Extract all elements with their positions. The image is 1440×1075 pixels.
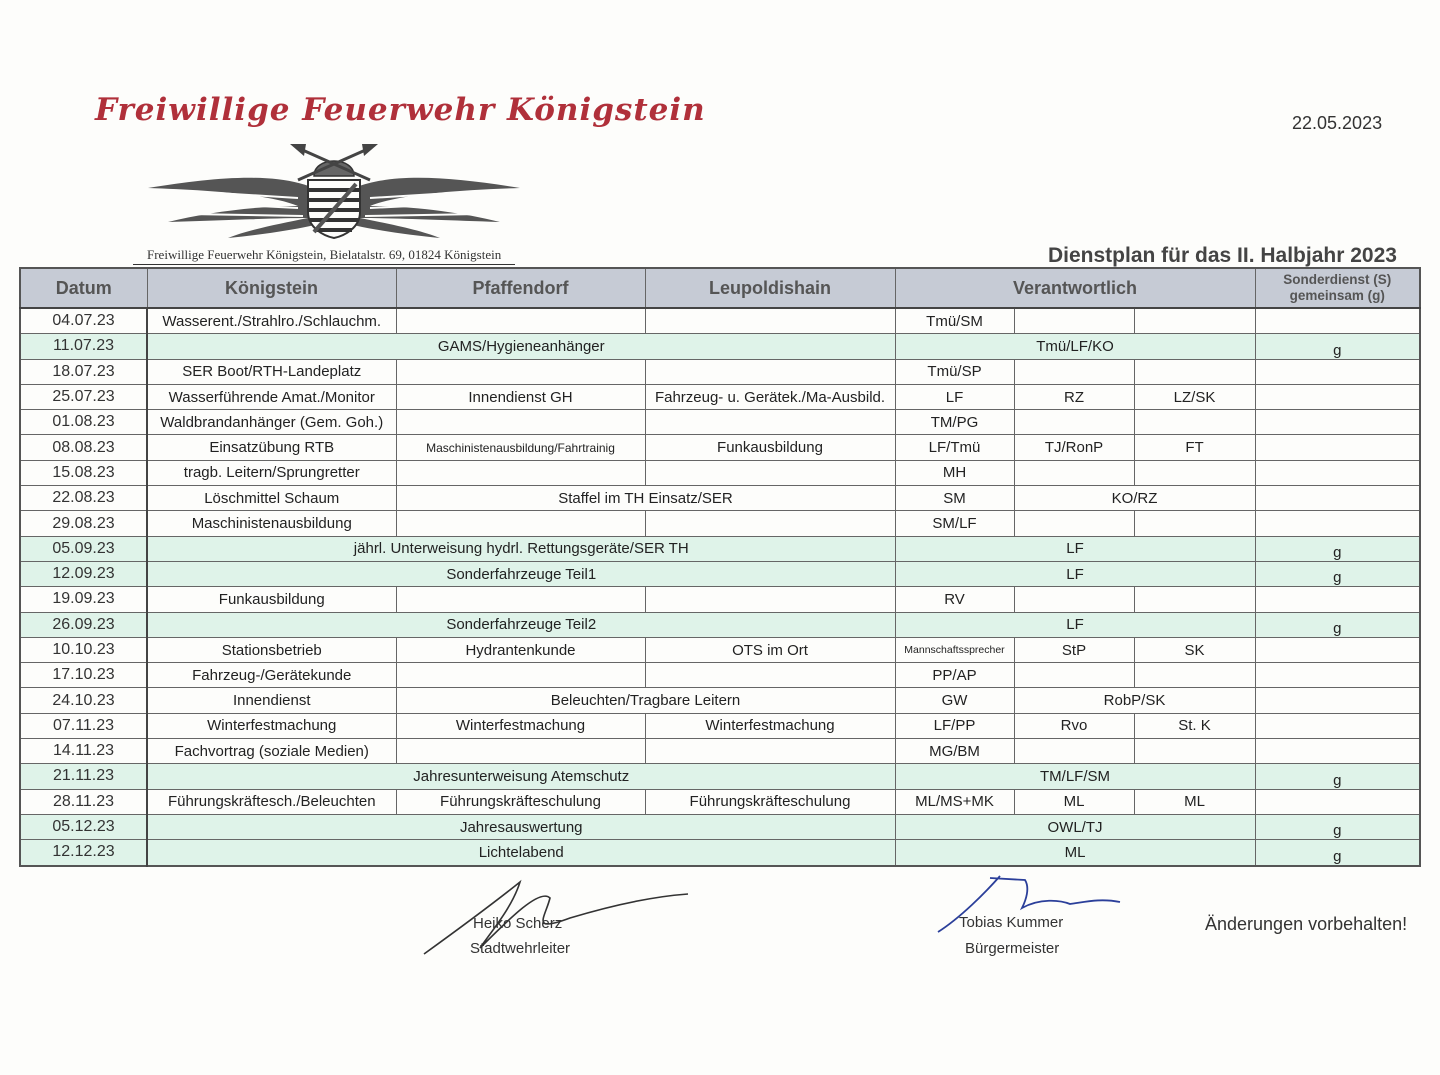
- cell-sonderdienst: [1255, 410, 1420, 435]
- cell-verantwortlich-3: LZ/SK: [1134, 384, 1255, 409]
- cell-joint-verantwortlich: Tmü/LF/KO: [895, 334, 1255, 359]
- table-row: [20, 384, 1420, 409]
- cell-joint-verantwortlich: ML: [895, 840, 1255, 866]
- cell-verantwortlich-2: StP: [1014, 637, 1134, 662]
- table-row: [20, 663, 1420, 688]
- address-line: Freiwillige Feuerwehr Königstein, Bielatalstr. 69, 01824 Königstein: [133, 247, 515, 265]
- table-row: [20, 308, 1420, 334]
- header-koenigstein: Königstein: [147, 268, 396, 308]
- cell-sonderdienst: g: [1255, 334, 1420, 359]
- cell-leupoldishain: [645, 663, 895, 688]
- cell-sonderdienst: g: [1255, 536, 1420, 561]
- cell-pfaffendorf: [396, 587, 645, 612]
- cell-verantwortlich-1: Tmü/SP: [895, 359, 1014, 384]
- cell-koenigstein: SER Boot/RTH-Landeplatz: [147, 359, 396, 384]
- cell-date: 08.08.23: [20, 435, 147, 460]
- cell-leupoldishain: [645, 587, 895, 612]
- cell-koenigstein: Wasserent./Strahlro./Schlauchm.: [147, 308, 396, 334]
- cell-verantwortlich-2: [1014, 460, 1134, 485]
- cell-verantwortlich-1: LF/PP: [895, 713, 1014, 738]
- cell-sonderdienst: g: [1255, 561, 1420, 586]
- table-row: [20, 435, 1420, 460]
- cell-leupoldishain: [645, 410, 895, 435]
- cell-verantwortlich-1: TM/PG: [895, 410, 1014, 435]
- cell-sonderdienst: g: [1255, 814, 1420, 839]
- cell-verantwortlich-3: [1134, 739, 1255, 764]
- table-row: [20, 739, 1420, 764]
- cell-date: 01.08.23: [20, 410, 147, 435]
- cell-verantwortlich-3: [1134, 460, 1255, 485]
- cell-date: 29.08.23: [20, 511, 147, 536]
- cell-sonderdienst: [1255, 486, 1420, 511]
- cell-date: 05.12.23: [20, 814, 147, 839]
- table-row: [20, 688, 1420, 713]
- cell-sonderdienst: g: [1255, 612, 1420, 637]
- header-leupoldishain: Leupoldishain: [645, 268, 895, 308]
- cell-date: 05.09.23: [20, 536, 147, 561]
- cell-verantwortlich-2: [1014, 587, 1134, 612]
- table-row: [20, 637, 1420, 662]
- cell-leupoldishain: Führungskräfteschulung: [645, 789, 895, 814]
- header-sonderdienst: [1255, 268, 1420, 308]
- cell-joint-topic: jährl. Unterweisung hydrl. Rettungsgeräte/SER TH: [147, 536, 895, 561]
- cell-koenigstein: Wasserführende Amat./Monitor: [147, 384, 396, 409]
- cell-verantwortlich-1: LF: [895, 384, 1014, 409]
- cell-verantwortlich-2-3: RobP/SK: [1014, 688, 1255, 713]
- table-row: [20, 410, 1420, 435]
- cell-verantwortlich-2: [1014, 308, 1134, 334]
- cell-date: 22.08.23: [20, 486, 147, 511]
- table-row-joint: [20, 840, 1420, 866]
- cell-verantwortlich-3: FT: [1134, 435, 1255, 460]
- signatory-right-name: Tobias Kummer: [959, 914, 1064, 931]
- cell-leupoldishain: [645, 359, 895, 384]
- cell-koenigstein: Fahrzeug-/Gerätekunde: [147, 663, 396, 688]
- header-sonderdienst-line1: Sonderdienst (S): [1283, 272, 1392, 287]
- cell-joint-topic: Jahresauswertung: [147, 814, 895, 839]
- cell-joint-topic: Sonderfahrzeuge Teil2: [147, 612, 895, 637]
- cell-date: 19.09.23: [20, 587, 147, 612]
- cell-sonderdienst: [1255, 511, 1420, 536]
- cell-sonderdienst: g: [1255, 840, 1420, 866]
- table-row-joint: [20, 561, 1420, 586]
- cell-verantwortlich-2: [1014, 359, 1134, 384]
- cell-date: 21.11.23: [20, 764, 147, 789]
- table-row-joint: [20, 612, 1420, 637]
- cell-verantwortlich-3: [1134, 410, 1255, 435]
- signatory-right-role: Bürgermeister: [965, 940, 1060, 957]
- cell-sonderdienst: [1255, 637, 1420, 662]
- cell-verantwortlich-3: SK: [1134, 637, 1255, 662]
- cell-date: 26.09.23: [20, 612, 147, 637]
- cell-date: 04.07.23: [20, 308, 147, 334]
- cell-sonderdienst: [1255, 359, 1420, 384]
- cell-sonderdienst: [1255, 587, 1420, 612]
- cell-koenigstein: Funkausbildung: [147, 587, 396, 612]
- cell-joint-topic: Lichtelabend: [147, 840, 895, 866]
- cell-joint-topic: Sonderfahrzeuge Teil1: [147, 561, 895, 586]
- cell-joint-verantwortlich: LF: [895, 561, 1255, 586]
- cell-verantwortlich-2-3: KO/RZ: [1014, 486, 1255, 511]
- cell-verantwortlich-1: SM/LF: [895, 511, 1014, 536]
- changes-reserved-note: Änderungen vorbehalten!: [1205, 914, 1408, 934]
- schedule-table: [19, 267, 1421, 867]
- cell-pfaffendorf: Führungskräfteschulung: [396, 789, 645, 814]
- cell-koenigstein: Führungskräftesch./Beleuchten: [147, 789, 396, 814]
- cell-verantwortlich-2: [1014, 410, 1134, 435]
- cell-date: 11.07.23: [20, 334, 147, 359]
- cell-leupoldishain: [645, 460, 895, 485]
- cell-pfaffendorf: [396, 460, 645, 485]
- cell-verantwortlich-1: Mannschaftssprecher: [895, 637, 1014, 662]
- signatory-left-name: Heiko Scherz: [473, 915, 563, 932]
- cell-koenigstein: tragb. Leitern/Sprungretter: [147, 460, 396, 485]
- cell-leupoldishain: Funkausbildung: [645, 435, 895, 460]
- cell-date: 18.07.23: [20, 359, 147, 384]
- cell-pfaffendorf: [396, 308, 645, 334]
- header-verantwortlich: Verantwortlich: [895, 268, 1255, 308]
- table-row: [20, 789, 1420, 814]
- cell-sonderdienst: [1255, 435, 1420, 460]
- cell-pfaffendorf-leupoldishain: Beleuchten/Tragbare Leitern: [396, 688, 895, 713]
- cell-verantwortlich-2: [1014, 663, 1134, 688]
- cell-pfaffendorf: Innendienst GH: [396, 384, 645, 409]
- cell-sonderdienst: [1255, 384, 1420, 409]
- cell-verantwortlich-2: RZ: [1014, 384, 1134, 409]
- cell-date: 10.10.23: [20, 637, 147, 662]
- org-title: Freiwillige Feuerwehr Königstein: [95, 92, 706, 128]
- cell-sonderdienst: [1255, 739, 1420, 764]
- cell-pfaffendorf: Hydrantenkunde: [396, 637, 645, 662]
- table-row: [20, 460, 1420, 485]
- header-datum: Datum: [20, 268, 147, 308]
- cell-pfaffendorf: Winterfestmachung: [396, 713, 645, 738]
- table-row-joint: [20, 334, 1420, 359]
- cell-koenigstein: Fachvortrag (soziale Medien): [147, 739, 396, 764]
- cell-verantwortlich-1: GW: [895, 688, 1014, 713]
- cell-pfaffendorf: Maschinistenausbildung/Fahrtrainig: [396, 435, 645, 460]
- table-row: [20, 359, 1420, 384]
- cell-verantwortlich-1: MH: [895, 460, 1014, 485]
- cell-verantwortlich-3: [1134, 308, 1255, 334]
- cell-pfaffendorf: [396, 511, 645, 536]
- cell-verantwortlich-3: ML: [1134, 789, 1255, 814]
- table-row-joint: [20, 536, 1420, 561]
- cell-verantwortlich-1: Tmü/SM: [895, 308, 1014, 334]
- cell-sonderdienst: [1255, 663, 1420, 688]
- cell-joint-verantwortlich: LF: [895, 612, 1255, 637]
- cell-date: 15.08.23: [20, 460, 147, 485]
- cell-koenigstein: Winterfestmachung: [147, 713, 396, 738]
- cell-koenigstein: Maschinistenausbildung: [147, 511, 396, 536]
- cell-leupoldishain: [645, 308, 895, 334]
- table-row-joint: [20, 764, 1420, 789]
- table-row: [20, 486, 1420, 511]
- cell-date: 28.11.23: [20, 789, 147, 814]
- cell-koenigstein: Waldbrandanhänger (Gem. Goh.): [147, 410, 396, 435]
- cell-leupoldishain: [645, 739, 895, 764]
- table-row: [20, 713, 1420, 738]
- cell-verantwortlich-1: PP/AP: [895, 663, 1014, 688]
- cell-verantwortlich-1: LF/Tmü: [895, 435, 1014, 460]
- cell-leupoldishain: [645, 511, 895, 536]
- header-sonderdienst-line2: gemeinsam (g): [1289, 288, 1385, 303]
- cell-joint-topic: GAMS/Hygieneanhänger: [147, 334, 895, 359]
- table-row: [20, 587, 1420, 612]
- cell-sonderdienst: [1255, 688, 1420, 713]
- cell-verantwortlich-3: [1134, 587, 1255, 612]
- cell-pfaffendorf: [396, 663, 645, 688]
- cell-leupoldishain: Fahrzeug- u. Gerätek./Ma-Ausbild.: [645, 384, 895, 409]
- cell-verantwortlich-2: ML: [1014, 789, 1134, 814]
- cell-date: 12.12.23: [20, 840, 147, 866]
- cell-joint-verantwortlich: LF: [895, 536, 1255, 561]
- cell-pfaffendorf: [396, 410, 645, 435]
- cell-pfaffendorf: [396, 359, 645, 384]
- cell-sonderdienst: [1255, 789, 1420, 814]
- cell-sonderdienst: [1255, 460, 1420, 485]
- fire-brigade-emblem-icon: [148, 140, 520, 240]
- cell-verantwortlich-1: SM: [895, 486, 1014, 511]
- cell-date: 14.11.23: [20, 739, 147, 764]
- cell-verantwortlich-1: RV: [895, 587, 1014, 612]
- cell-verantwortlich-1: MG/BM: [895, 739, 1014, 764]
- cell-verantwortlich-2: TJ/RonP: [1014, 435, 1134, 460]
- cell-sonderdienst: [1255, 308, 1420, 334]
- cell-pfaffendorf: [396, 739, 645, 764]
- header-pfaffendorf: Pfaffendorf: [396, 268, 645, 308]
- cell-verantwortlich-3: [1134, 511, 1255, 536]
- cell-joint-verantwortlich: OWL/TJ: [895, 814, 1255, 839]
- cell-verantwortlich-3: St. K: [1134, 713, 1255, 738]
- cell-verantwortlich-3: [1134, 663, 1255, 688]
- cell-verantwortlich-2: Rvo: [1014, 713, 1134, 738]
- cell-leupoldishain: OTS im Ort: [645, 637, 895, 662]
- table-header-row: [20, 268, 1420, 308]
- cell-koenigstein: Löschmittel Schaum: [147, 486, 396, 511]
- plan-title: Dienstplan für das II. Halbjahr 2023: [1048, 244, 1397, 267]
- document-date: 22.05.2023: [1292, 113, 1383, 133]
- table-row: [20, 511, 1420, 536]
- cell-joint-verantwortlich: TM/LF/SM: [895, 764, 1255, 789]
- cell-koenigstein: Einsatzübung RTB: [147, 435, 396, 460]
- cell-sonderdienst: g: [1255, 764, 1420, 789]
- signatory-left-role: Stadtwehrleiter: [470, 940, 571, 957]
- table-row-joint: [20, 814, 1420, 839]
- cell-verantwortlich-1: ML/MS+MK: [895, 789, 1014, 814]
- cell-date: 07.11.23: [20, 713, 147, 738]
- cell-leupoldishain: Winterfestmachung: [645, 713, 895, 738]
- cell-pfaffendorf-leupoldishain: Staffel im TH Einsatz/SER: [396, 486, 895, 511]
- cell-verantwortlich-2: [1014, 511, 1134, 536]
- cell-date: 12.09.23: [20, 561, 147, 586]
- cell-joint-topic: Jahresunterweisung Atemschutz: [147, 764, 895, 789]
- cell-verantwortlich-3: [1134, 359, 1255, 384]
- cell-verantwortlich-2: [1014, 739, 1134, 764]
- cell-sonderdienst: [1255, 713, 1420, 738]
- cell-date: 25.07.23: [20, 384, 147, 409]
- cell-koenigstein: Stationsbetrieb: [147, 637, 396, 662]
- cell-koenigstein: Innendienst: [147, 688, 396, 713]
- cell-date: 24.10.23: [20, 688, 147, 713]
- cell-date: 17.10.23: [20, 663, 147, 688]
